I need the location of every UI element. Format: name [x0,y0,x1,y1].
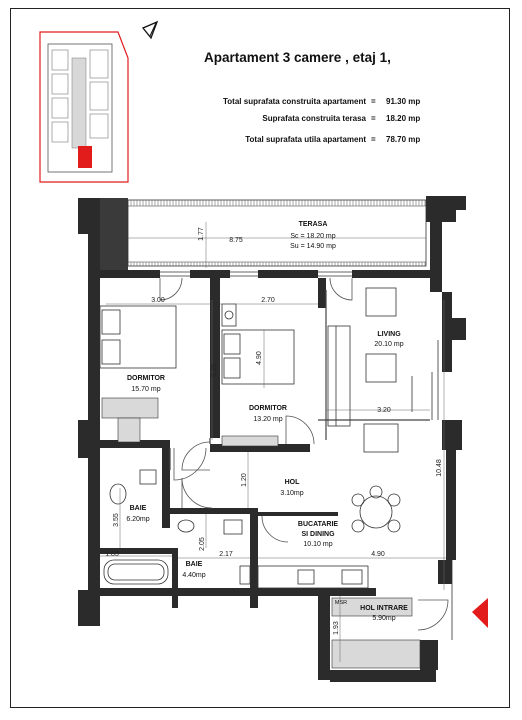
page-title: Apartament 3 camere , etaj 1, [204,50,391,65]
armchair [366,288,396,316]
dim-4-90-vertical: 4.90 [256,351,263,365]
dim-1-77: 1.77 [198,227,205,241]
wall-interior [258,512,338,516]
terrace-railing [128,200,426,266]
area-label: Total suprafata utila apartament [245,135,366,144]
kitchen-counter [258,566,368,588]
wall-right-lower [446,450,456,560]
label-hol: HOL [284,479,300,486]
wall-interior [318,278,326,308]
key-plan-unit [90,114,108,138]
wall-top [352,270,432,278]
door-arc [262,516,288,542]
wall-column [442,420,462,450]
wall-column [452,318,466,340]
wardrobes [102,398,420,668]
key-plan-unit [52,74,68,94]
key-plan-highlight [78,146,92,168]
shower [240,566,250,584]
armchair [364,424,398,452]
entrance-door-arc [418,600,448,630]
area-equals: = [371,97,376,106]
area-value: 18.20 mp [386,114,421,123]
sink-basin [224,520,242,534]
dim-3-55: 3.55 [113,513,120,527]
wall-left-upper [88,234,100,420]
dim-2-05: 2.05 [199,537,206,551]
area-label: Suprafata construita terasa [262,114,366,123]
window-lines [160,272,452,640]
wall-hol-intrare-left [318,596,330,680]
lamp-icon [225,311,233,319]
label-hol-intrare-area: 5.90mp [372,615,396,622]
sink-basin [140,470,156,484]
dim-6-21: 6.21 [211,363,218,377]
wall-column [438,560,452,584]
wall-top [258,270,318,278]
dim-3-00: 3.00 [151,297,165,304]
wall-hol-intrare-bottom [330,670,436,682]
dim-1-93: 1.93 [333,621,340,635]
label-bucatarie-area: 10.10 mp [303,541,333,548]
wall-top [190,270,230,278]
label-baie-1: BAIE [129,505,147,512]
key-plan-unit [90,82,108,110]
wardrobe [222,436,278,446]
bed [100,306,176,368]
key-plan-unit [52,122,68,142]
wall-top [100,270,160,278]
label-living: LIVING [377,331,401,338]
dim-1-83: 1.83 [105,551,119,558]
wall-column [78,198,100,234]
wall-left-lower [88,458,100,590]
wardrobe [118,418,140,442]
stove [342,570,362,584]
bathtub-inner [108,564,164,580]
wall-right-upper [430,222,442,292]
toilet [110,484,126,504]
wall-interior [162,448,170,528]
door-arc [330,278,352,300]
pillow [224,334,240,354]
label-terasa-sc: Sc = 18.20 mp [290,233,336,240]
label-msr: MSR [334,600,348,606]
wall-bottom [326,588,376,596]
wall-bottom [100,588,326,596]
label-baie-2-area: 4.40mp [182,572,206,579]
wardrobe [332,640,420,668]
label-dormitor-2-area: 13.20 mp [253,416,283,423]
label-hol-intrare: HOL INTRARE [360,605,408,612]
thin-partitions [170,290,430,470]
room-labels [126,221,408,622]
wall-column [78,590,100,626]
label-terasa: TERASA [298,221,328,228]
area-value: 91.30 mp [386,97,421,106]
area-equals: = [371,135,376,144]
key-plan-unit [52,50,68,70]
sofa [328,326,350,426]
wardrobe [102,398,158,418]
key-plan [40,32,128,182]
chair [388,520,400,532]
label-dining: SI DINING [301,531,335,538]
label-dormitor-1: DORMITOR [127,375,165,382]
dim-8-75: 8.75 [229,237,243,244]
coffee-table [366,354,396,382]
dim-2-70: 2.70 [261,297,275,304]
chair [352,520,364,532]
dim-2-17: 2.17 [219,551,233,558]
label-dormitor-2: DORMITOR [249,405,287,412]
label-dormitor-1-area: 15.70 mp [131,386,161,393]
label-terasa-su: Su = 14.90 mp [290,243,336,250]
dim-10-48: 10.48 [436,459,443,477]
key-plan-core [72,58,86,148]
dim-4-90-horizontal: 4.90 [371,551,385,558]
sink [298,570,314,584]
wall-column [78,420,100,458]
pillow [102,310,120,334]
area-value: 78.70 mp [386,135,421,144]
wall-interior [210,278,220,438]
pillow [102,340,120,364]
north-arrow-icon [143,22,157,38]
label-bucatarie: BUCATARIE [297,521,339,528]
nightstand [222,304,236,326]
wall-interior [170,508,258,514]
label-baie-2: BAIE [185,561,203,568]
door-arc [182,478,212,508]
label-living-area: 20.10 mp [374,341,404,348]
entrance-triangle-icon [472,598,488,628]
door-arc [182,442,210,470]
key-plan-unit [52,98,68,118]
area-label: Total suprafata construita apartament [223,97,366,106]
dim-1-20: 1.20 [241,473,248,487]
pillow [224,358,240,378]
label-hol-area: 3.10mp [280,490,304,497]
wall-right [442,292,452,372]
chair [352,494,364,506]
toilet [178,520,194,532]
dim-3-20: 3.20 [377,407,391,414]
label-baie-1-area: 6.20mp [126,516,150,523]
area-equals: = [371,114,376,123]
door-arc [286,416,314,444]
door-arc [174,448,206,480]
key-plan-unit [90,50,108,78]
wall-interior [172,548,178,608]
wall-column [456,196,466,210]
chair [388,494,400,506]
wall-terrace-left [100,198,128,270]
wall-column [426,196,456,222]
wall-column [420,640,438,670]
dining-table [360,496,392,528]
